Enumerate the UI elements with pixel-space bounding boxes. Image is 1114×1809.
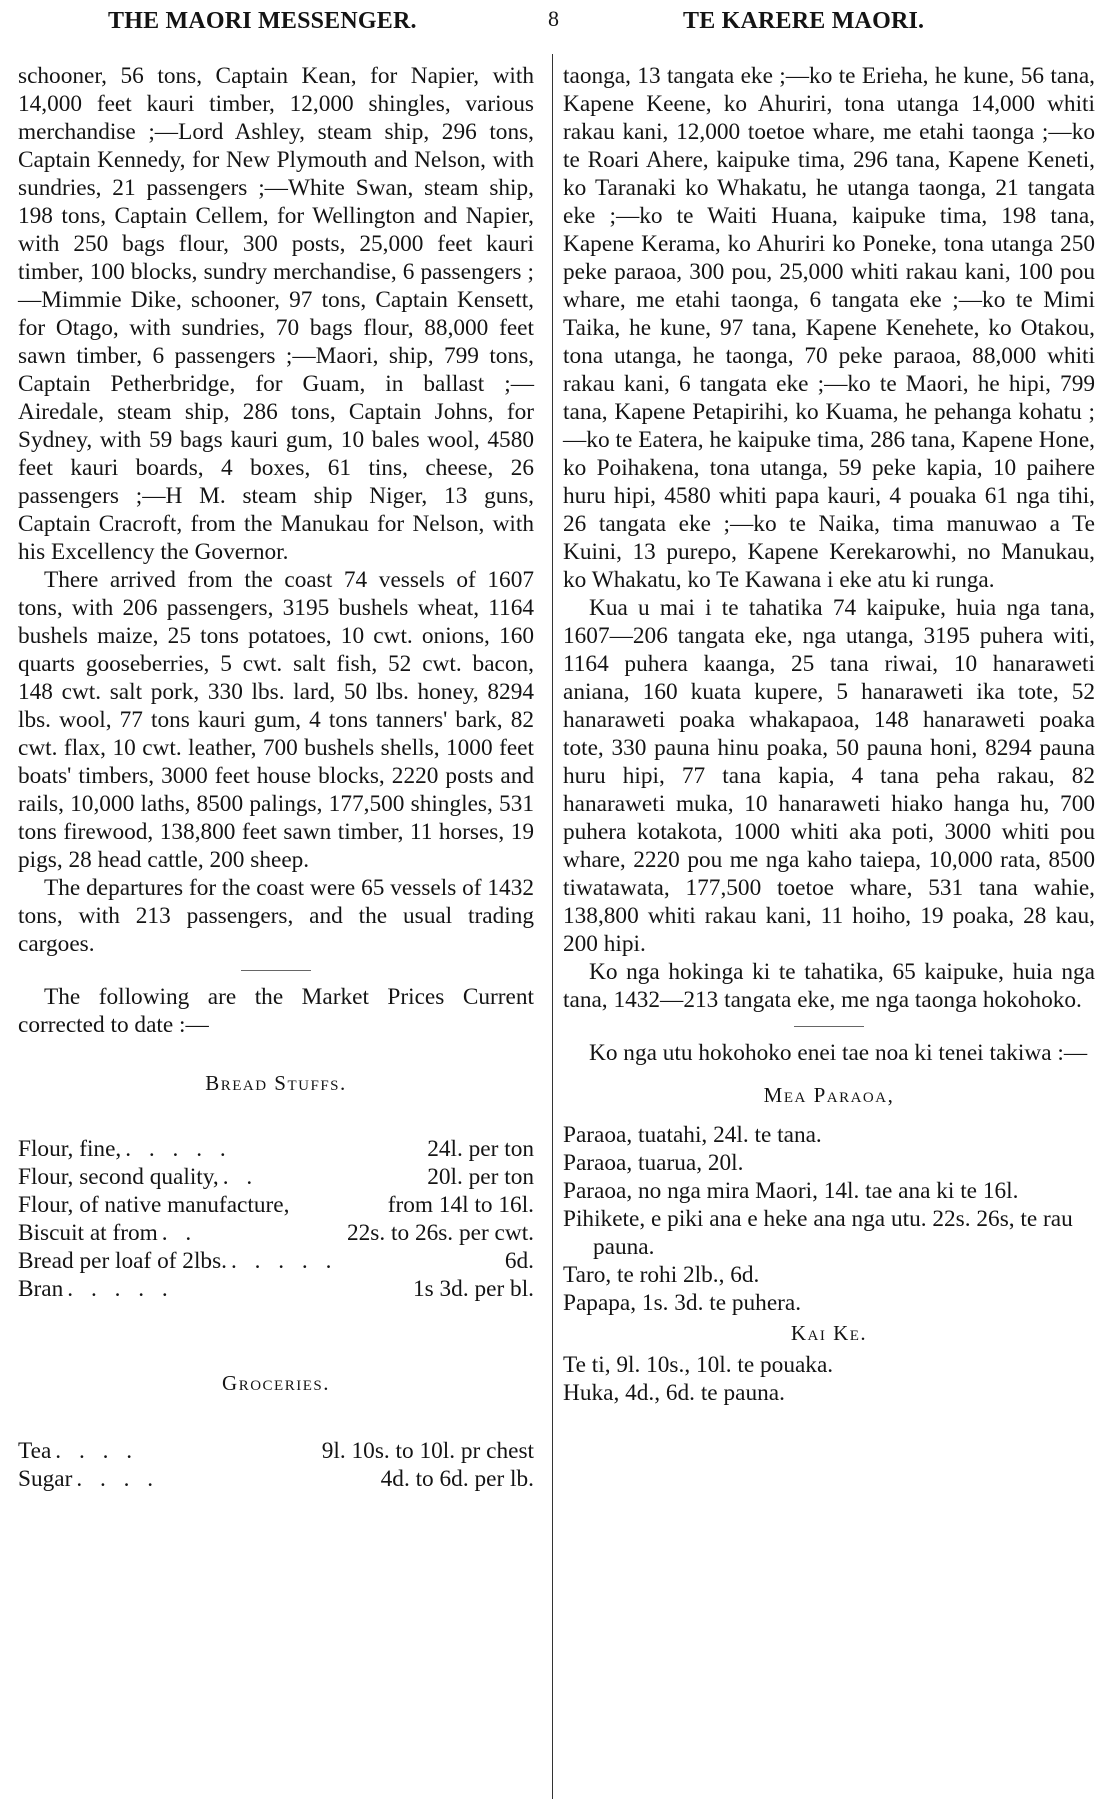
coastal-arrivals-paragraph: There arrived from the coast 74 vessels of 1607 tons, with 206 passengers, 3195 bushels wheat, 1164 bushels maize, 25 tons potatoes, 10 cwt. onions, 160 quarts gooseberries, 5 cwt. salt fish, 52 cwt. bacon, 148 cwt. salt pork, 330 lbs. lard, 50 lbs. honey, 8294 lbs. wool, 77 tons kauri gum, 4 tons tanners' bark, 82 cwt. flax, 10 cwt. leather, 700 bushels shells, 1000 feet boats' timbers, 3000 feet house blocks, 2220 posts and rails, 10,000 laths, 8500 palings, 177,500 shingles, 531 tons firewood, 138,800 feet sawn timber, 11 horses, 19 pigs, 28 head cattle, 200 sheep. [18, 567, 534, 873]
price-row [18, 1247, 534, 1275]
market-prices-intro-maori: Ko nga utu hokohoko enei tae noa ki tenei takiwa :— [589, 1040, 1088, 1066]
price-line: Papapa, 1s. 3d. te puhera. [563, 1290, 802, 1316]
price-value: 24l. per ton [427, 1136, 534, 1162]
groceries-heading: Groceries. [222, 1371, 330, 1395]
header-title-maori: TE KARERE MAORI. [683, 8, 925, 34]
price-value: 1s 3d. per bl. [412, 1276, 534, 1302]
section-separator [794, 1026, 864, 1027]
price-row [18, 1135, 534, 1163]
price-item: Bread per loaf of 2lbs. [18, 1248, 227, 1274]
price-value: 6d. [504, 1248, 534, 1274]
leader-dots: . . . . . [67, 1276, 174, 1302]
maori-column [563, 62, 1095, 1407]
price-line: Taro, te rohi 2lb., 6d. [563, 1262, 760, 1288]
price-line: Te ti, 9l. 10s., 10l. te pouaka. [563, 1352, 834, 1378]
price-row [18, 1275, 534, 1303]
leader-dots: . . . . [55, 1438, 139, 1464]
price-line: Huka, 4d., 6d. te pauna. [563, 1380, 785, 1406]
price-line: Pihikete, e piki ana e heke ana nga utu. 22s. 26s, te rau pauna. [563, 1206, 1073, 1260]
shipping-departures-list-maori: taonga, 13 tangata eke ;—ko te Erieha, he kune, 56 tana, Kapene Keene, ko Ahuriri, tona utanga 14,000 whiti rakau kani, 12,000 toetoe whare, me etahi taonga ;—ko te Roari Ahere, kaipuke tima, 296 tana, Kapene Keneti, ko Taranaki ko Whakatu, he utanga taonga, 21 tangata eke ;—ko te Waiti Huana, kaipuke tima, 198 tana, Kapene Kerama, ko Ahuriri ko Poneke, tona utanga 250 peke paraoa, 300 pou, 25,000 whiti rakau kani, 100 pou whare, me etahi taonga, 6 tangata eke ;—ko te Mimi Taika, he kune, 97 tana, Kapene Kenehete, ko Otakou, tona utanga, he taonga, 70 peke paraoa, 88,000 whiti rakau kani, 6 tangata eke ;—ko te Maori, he hipi, 799 tana, Kapene Petapirihi, ko Kuama, he pehanga kohatu ;—ko te Eatera, he kaipuke tima, 286 tana, Kapene Hone, ko Poihakena, tona utanga, 59 peke kapia, 10 paihere huru hipi, 4580 whiti papa kauri, 4 pouaka 61 nga tihi, 26 tangata eke ;—ko te Naika, tima manuwao a Te Kuini, 13 purepo, Kapene Kerekarowhi, no Manukau, ko Whakatu, ko Te Kawana i eke atu ki runga. [563, 63, 1095, 593]
leader-dots: . . . . . [125, 1136, 232, 1162]
price-item: Biscuit at from [18, 1220, 158, 1246]
column-divider [552, 54, 553, 1799]
price-value: from 14l to 16l. [387, 1192, 534, 1218]
price-value: 4d. to 6d. per lb. [380, 1466, 534, 1492]
page-header [0, 0, 1114, 46]
price-item: Flour, of native manufacture, [18, 1192, 290, 1218]
groceries-price-list-maori [563, 1351, 1095, 1407]
price-row [18, 1191, 534, 1219]
price-row [18, 1437, 534, 1465]
coastal-departures-paragraph-maori: Ko nga hokinga ki te tahatika, 65 kaipuke, huia nga tana, 1432—213 tangata eke, me nga taonga hokohoko. [563, 959, 1095, 1013]
english-column [18, 62, 534, 1493]
bread-heading-maori: Mea Paraoa, [763, 1083, 895, 1107]
leader-dots: . . . . . [230, 1248, 338, 1274]
leader-dots: . . . . [76, 1466, 160, 1492]
leader-dots: . . [161, 1220, 198, 1246]
price-value: 9l. 10s. to 10l. pr chest [321, 1438, 534, 1464]
coastal-arrivals-paragraph-maori: Kua u mai i te tahatika 74 kaipuke, huia nga tana, 1607—206 tangata eke, nga utanga, 3195 puhera witi, 1164 puhera kaanga, 25 tana riwai, 10 hanaraweti aniana, 160 kuata kupere, 5 hanaraweti ika tote, 52 hanaraweti poaka whakapaoa, 148 hanaraweti poaka tote, 330 pauna hinu poaka, 50 pauna honi, 8294 pauna huru hipi, 77 tana kapia, 4 tana peha rakau, 82 hanaraweti muka, 10 hanaraweti hiako hanga hu, 700 puhera kotakota, 1000 whiti aka poti, 3000 whiti pou whare, 2220 pou me nga kaho taiepa, 10,000 rata, 8500 tiwatawata, 177,500 toetoe whare, 531 tana wahie, 138,800 whiti rakau kani, 11 hoiho, 19 poaka, 28 kau, 200 hipi. [563, 595, 1095, 957]
section-separator [241, 970, 311, 971]
price-row [18, 1219, 534, 1247]
leader-dots: . . [222, 1164, 259, 1190]
page-number: 8 [548, 6, 559, 31]
price-item: Flour, second quality, [18, 1164, 219, 1190]
bread-stuffs-heading: Bread Stuffs. [205, 1071, 347, 1095]
price-line: Paraoa, tuatahi, 24l. te tana. [563, 1122, 822, 1148]
price-item: Tea [18, 1438, 52, 1464]
price-value: 22s. to 26s. per cwt. [346, 1220, 534, 1246]
header-title-english: THE MAORI MESSENGER. [108, 8, 417, 34]
groceries-price-list [18, 1437, 534, 1493]
price-row [18, 1163, 534, 1191]
price-row [18, 1465, 534, 1493]
price-value: 20l. per ton [427, 1164, 534, 1190]
groceries-heading-maori: Kai Ke. [790, 1321, 868, 1345]
market-prices-intro: The following are the Market Prices Current corrected to date :— [18, 984, 534, 1038]
price-item: Bran [18, 1276, 64, 1302]
price-line: Paraoa, tuarua, 20l. [563, 1150, 744, 1176]
price-line: Paraoa, no nga mira Maori, 14l. tae ana ki te 16l. [563, 1178, 1019, 1204]
shipping-departures-list: schooner, 56 tons, Captain Kean, for Napier, with 14,000 feet kauri timber, 12,000 shingles, various merchandise ;—Lord Ashley, steam ship, 296 tons, Captain Kennedy, for New Plymouth and Nelson, with sundries, 21 passengers ;—White Swan, steam ship, 198 tons, Captain Cellem, for Wellington and Napier, with 250 bags flour, 300 posts, 25,000 feet kauri timber, 100 blocks, sundry merchandise, 6 passengers ;—Mimmie Dike, schooner, 97 tons, Captain Kensett, for Otago, with sundries, 70 bags flour, 88,000 feet sawn timber, 6 passengers ;—Maori, ship, 799 tons, Captain Petherbridge, for Guam, in ballast ;—Airedale, steam ship, 286 tons, Captain Johns, for Sydney, with 59 bags kauri gum, 10 bales wool, 4580 feet kauri boards, 4 boxes, 61 tins, cheese, 26 passengers ;—H M. steam ship Niger, 13 guns, Captain Cracroft, from the Manukau for Nelson, with his Excellency the Governor. [18, 63, 534, 565]
bread-price-list [18, 1135, 534, 1303]
leader-dots [289, 1191, 387, 1219]
price-item: Flour, fine, [18, 1136, 122, 1162]
coastal-departures-paragraph: The departures for the coast were 65 vessels of 1432 tons, with 213 passengers, and the usual trading cargoes. [18, 875, 534, 957]
price-item: Sugar [18, 1466, 73, 1492]
bread-price-list-maori [563, 1121, 1095, 1317]
